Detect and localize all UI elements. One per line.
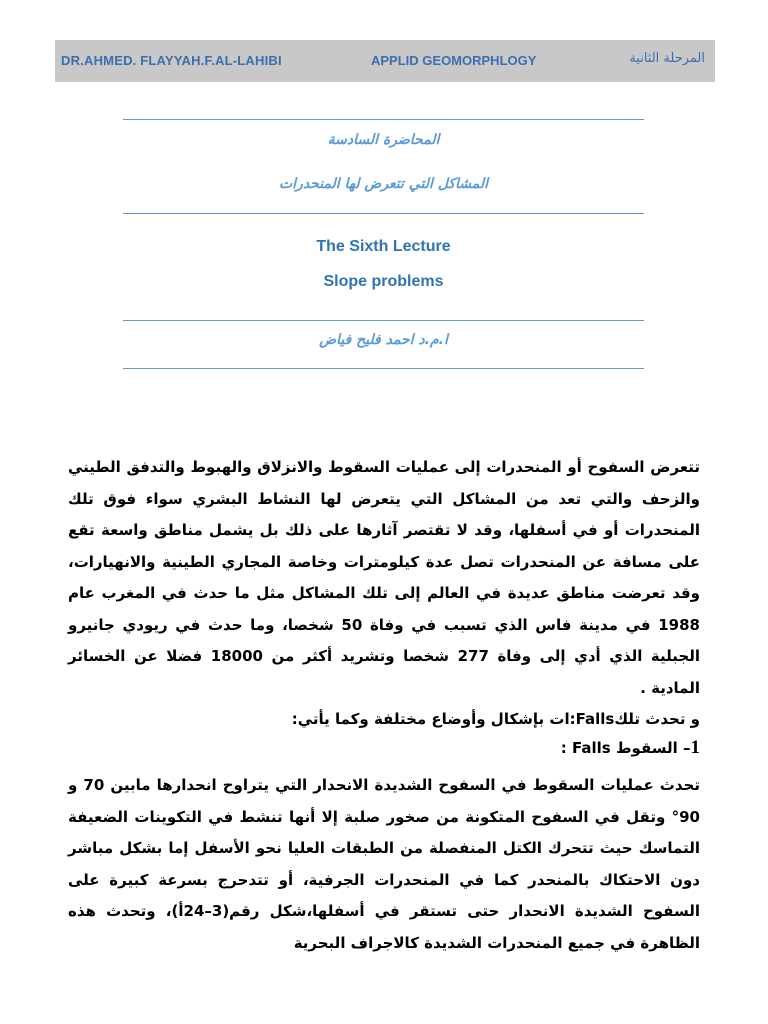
falls-text: تحدث عمليات السقوط في السفوح الشديدة الانحدار التي يتراوح انحدارها مابين 70 و 90° وتقل في السفوح المتكونة من صخور صلبة إلا أنها تنشط في التكوينات الضعيفة التماسك حيث تتحرك الكتل المنفصلة من الطبقات العليا نحو الأسفل إما بشكل مباشر دون الاحتكاك بالمنحدر كما في المنحدرات الجرفية، أو تتدحرج بسرعة كبيرة على السفوح الشديدة الانحدار حتى تستقر في أسفلها،شكل رقم(3–24أ)، وتحدث هذه الظاهرة في جميع المنحدرات الشديدة كالاجراف البحرية <box>68 776 700 952</box>
lecture-topic-ar: المشاكل التي تتعرض لها المنحدرات <box>278 176 488 192</box>
divider-line <box>123 119 644 120</box>
lecture-title-ar: المحاضرة السادسة <box>327 132 440 148</box>
intro-text: تتعرض السفوح أو المنحدرات إلى عمليات السقوط والانزلاق والهبوط والتدفق الطيني والزحف والتي تعد من المشاكل التي يتعرض لها النشاط البشري سواء فوق تلك المنحدرات أو في أسفلها، وقد لا تقتصر آثارها على ذلك بل يشمل مناطق واسعة تقع على مسافة عن المنحدرات تصل عدة كيلومترات وخاصة المجاري الطينية والانهيارات، وقد تعرضت مناطق عديدة في العالم إلى تلك المشاكل مثل ما حدث في المغرب عام 1988 في مدينة فاس الذي تسبب في وفاة 50 شخصا، وما حدث في ريودي جانيرو الجبلية الذي أدي إلى وفاة 277 شخصا وتشريد أكثر من 18000 فضلا عن الخسائر المادية . <box>68 458 700 697</box>
lecturer-name: ا.م.د احمد فليح فياض <box>319 332 448 348</box>
section-title: – السقوط Falls : <box>560 739 691 757</box>
header-stage: المرحلة الثانية <box>629 51 705 66</box>
lecture-title-en: The Sixth Lecture <box>316 238 451 255</box>
intro-paragraph <box>68 452 700 736</box>
header-author: DR.AHMED. FLAYYAH.F.AL-LAHIBI <box>61 53 282 68</box>
page-header-bar <box>55 40 715 82</box>
divider-line <box>123 213 644 214</box>
section-number: 1 <box>690 737 700 758</box>
falls-paragraph <box>68 770 700 959</box>
forms-line: و تحدث تلكFalls:ات بإشكال وأوضاع مختلفة وكما يأتي: <box>291 710 700 728</box>
divider-line <box>123 320 644 321</box>
header-subject: APPLID GEOMORPHLOGY <box>371 53 537 68</box>
divider-line <box>123 368 644 369</box>
section-heading-falls <box>561 737 700 759</box>
lecture-topic-en: Slope problems <box>323 273 444 290</box>
